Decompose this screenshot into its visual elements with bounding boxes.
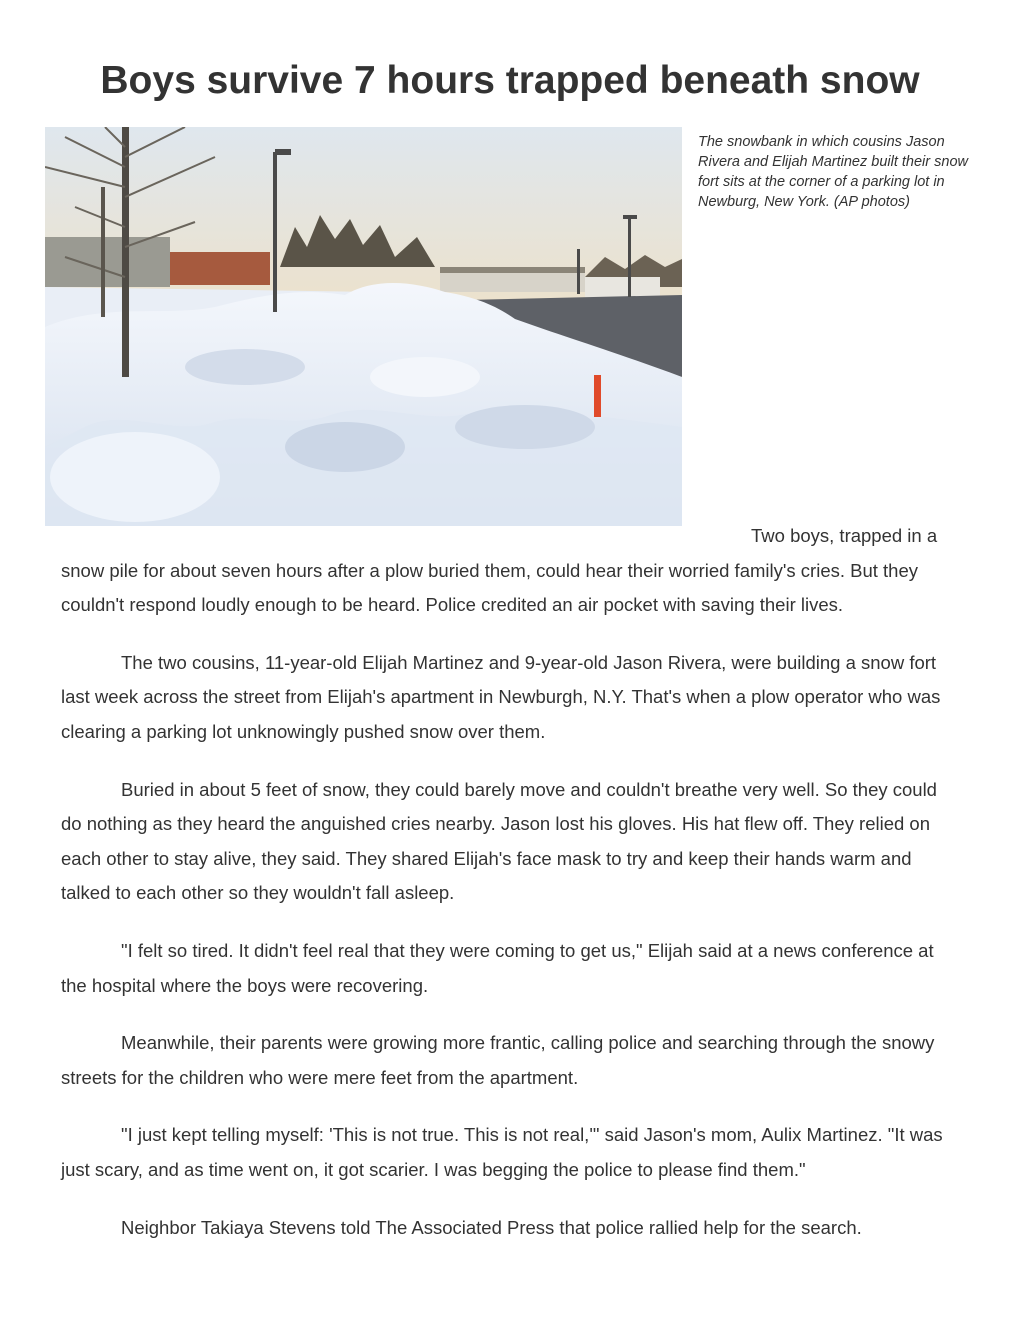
paragraph-6: "I just kept telling myself: 'This is not true. This is not real,'" said Jason's mom, Aulix Martinez. "It was just scary, and as time went on, it got scarier. I was begging the police to please find them." [61,1124,943,1180]
snowbank-photo [45,127,682,526]
paragraph-7: Neighbor Takiaya Stevens told The Associated Press that police rallied help for the search. [121,1216,862,1238]
paragraph-2: The two cousins, 11-year-old Elijah Martinez and 9-year-old Jason Rivera, were building a snow fort last week across the street from Elijah's apartment in Newburgh, N.Y. That's when a plow operator who was clearing a parking lot unknowingly pushed snow over them. [61,651,941,742]
paragraph-4: "I felt so tired. It didn't feel real that they were coming to get us," Elijah said at a news conference at the hospital where the boys were recovering. [61,939,934,996]
paragraph-1: Two boys, trapped in a snow pile for about seven hours after a plow buried them, could hear their worried family's cries. But they couldn't respond loudly enough to be heard. Police credited an air pocket with saving their lives. [61,525,938,616]
photo-wrap-spacer [61,519,751,553]
paragraph-5: Meanwhile, their parents were growing more frantic, calling police and searching through the snowy streets for the children who were mere feet from the apartment. [61,1032,935,1088]
paragraph-3: Buried in about 5 feet of snow, they could barely move and couldn't breathe very well. So they could do nothing as they heard the anguished cries nearby. Jason lost his gloves. His hat flew off. They relied on each other to stay alive, they said. They shared Elijah's face mask to try and keep their hands warm and talked to each other so they wouldn't fall asleep. [61,778,937,904]
photo-caption: The snowbank in which cousins Jason Rivera and Elijah Martinez built their snow fort sits at the corner of a parking lot in Newburg, New York. (AP photos) [698,134,968,210]
article-body [61,519,961,1268]
article-title: Boys survive 7 hours trapped beneath snow [100,59,920,102]
